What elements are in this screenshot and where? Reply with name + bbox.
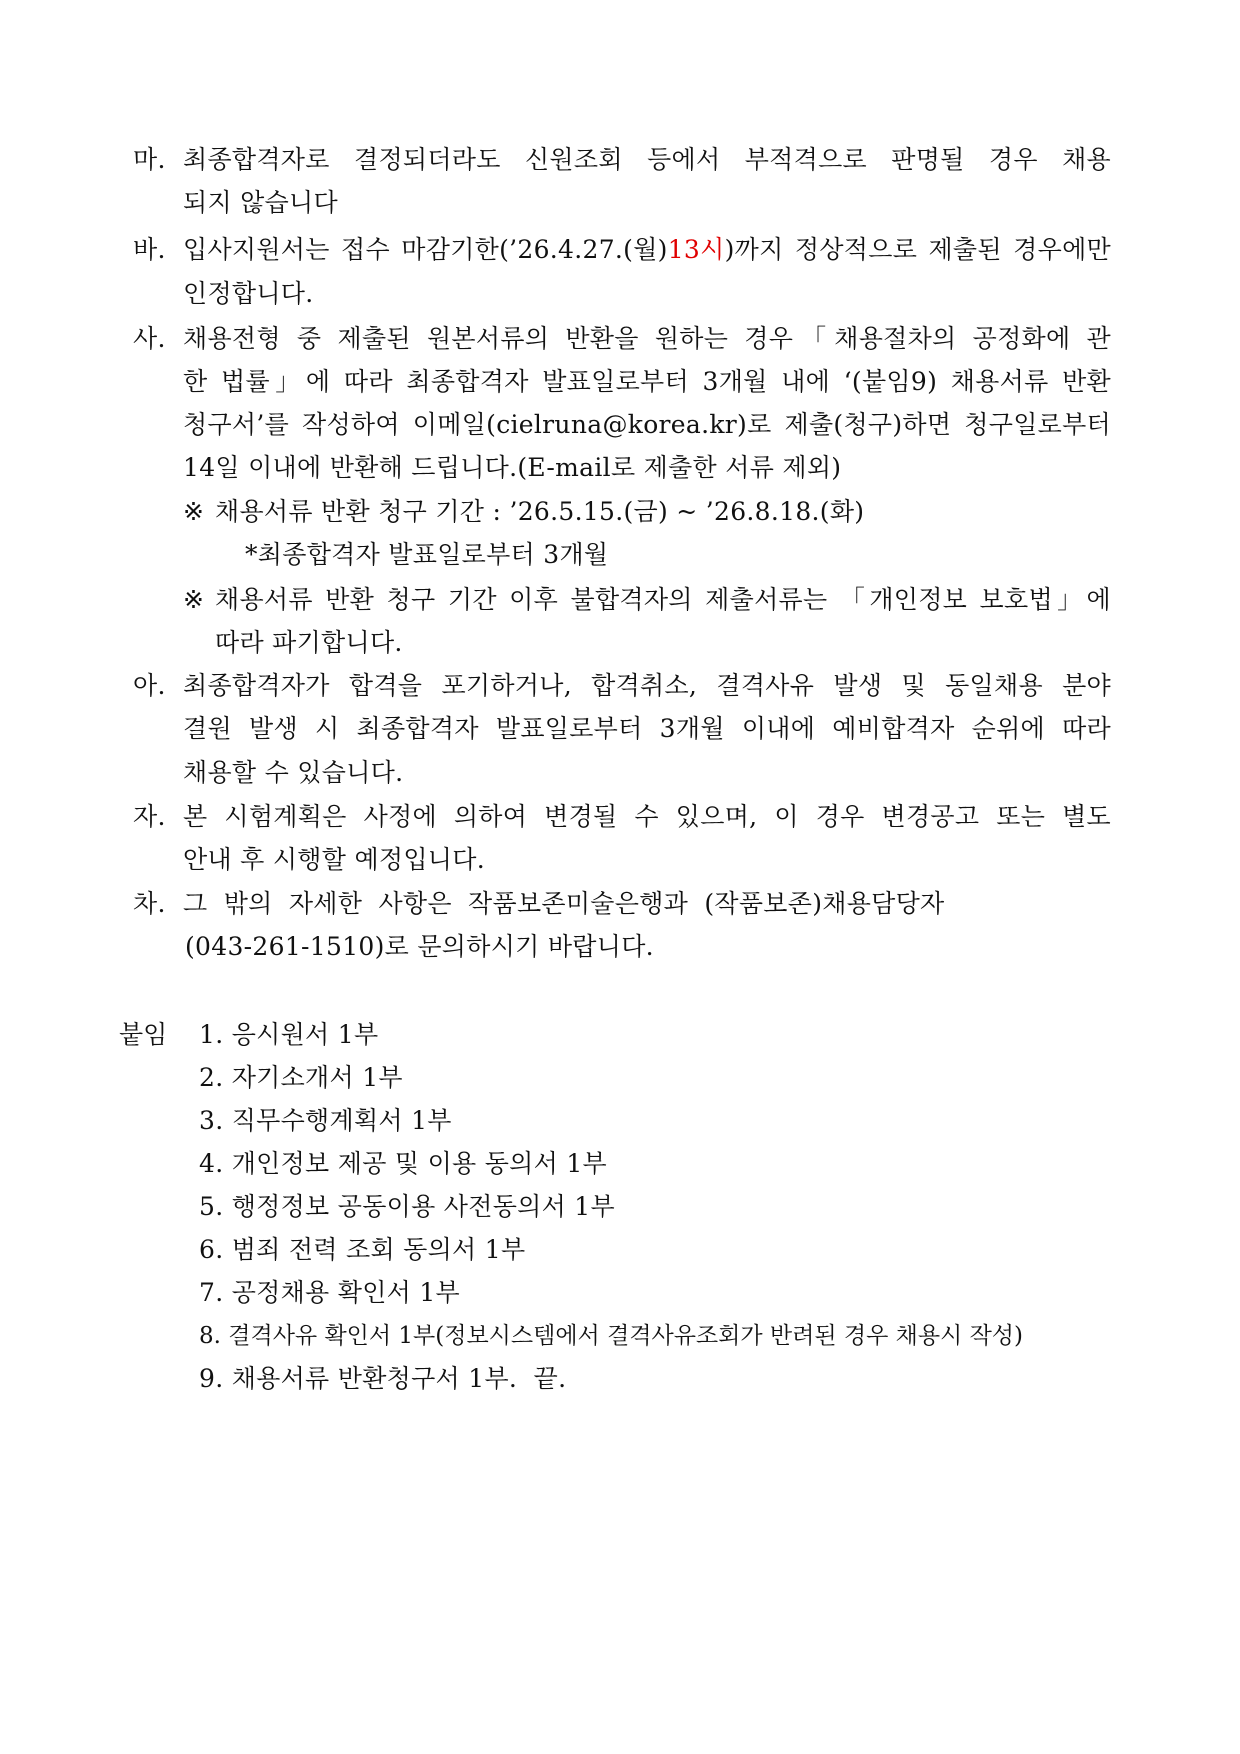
- attachment-item: 5. 행정정보 공동이용 사전동의서 1부: [199, 1192, 615, 1221]
- attachment-item: 2. 자기소개서 1부: [199, 1063, 403, 1092]
- item-sa-line-3: 청구서’를 작성하여 이메일(cielruna@korea.kr)로 제출(청구)하면 청구일로부터: [183, 410, 1111, 439]
- deadline-text-tail: )까지 정상적으로 제출된 경우에만: [724, 235, 1111, 264]
- attachment-item: 3. 직무수행계획서 1부: [199, 1106, 452, 1135]
- attachment-item: 7. 공정채용 확인서 1부: [199, 1278, 460, 1307]
- item-marker-ba: 바.: [133, 235, 166, 264]
- attachment-item: 6. 범죄 전력 조회 동의서 1부: [199, 1235, 526, 1264]
- attachment-item: 8. 결격사유 확인서 1부(정보시스템에서 결격사유조회가 반려된 경우 채용시 작성): [199, 1323, 1023, 1349]
- item-sa-line-1: 채용전형 중 제출된 원본서류의 반환을 원하는 경우「채용절차의 공정화에 관: [183, 324, 1111, 353]
- item-sa-line-2: 한 법률」에 따라 최종합격자 발표일로부터 3개월 내에 ‘(붙임9) 채용서류 반환: [183, 367, 1111, 396]
- note-disposal-line-2: 따라 파기합니다.: [215, 628, 403, 657]
- note-symbol: ※: [183, 497, 205, 526]
- item-a-line-2: 결원 발생 시 최종합격자 발표일로부터 3개월 이내에 예비합격자 순위에 따라: [183, 714, 1111, 743]
- item-marker-sa: 사.: [133, 324, 166, 353]
- deadline-hour-highlight: 13시: [667, 235, 725, 264]
- note-return-period-sub: *최종합격자 발표일로부터 3개월: [245, 540, 609, 569]
- item-marker-ja: 자.: [133, 802, 166, 831]
- item-marker-cha: 차.: [133, 889, 166, 918]
- attachment-item: 9. 채용서류 반환청구서 1부. 끝.: [199, 1364, 567, 1393]
- item-marker-ma: 마.: [133, 145, 166, 174]
- item-ma-line-1: 최종합격자로 결정되더라도 신원조회 등에서 부적격으로 판명될 경우 채용: [183, 145, 1111, 174]
- attachment-item: 1. 응시원서 1부: [199, 1020, 379, 1049]
- item-cha-line-1: 그 밖의 자세한 사항은 작품보존미술은행과 (작품보존)채용담당자: [183, 889, 945, 918]
- deadline-text: 입사지원서는 접수 마감기한(’26.4.27.(월): [183, 235, 668, 264]
- item-marker-a: 아.: [133, 671, 166, 700]
- note-symbol: ※: [183, 585, 205, 614]
- note-disposal-line-1: 채용서류 반환 청구 기간 이후 불합격자의 제출서류는 「개인정보 보호법」에: [215, 585, 1111, 614]
- item-cha-line-2: (043-261-1510)로 문의하시기 바랍니다.: [185, 932, 654, 961]
- item-ja-line-1: 본 시험계획은 사정에 의하여 변경될 수 있으며, 이 경우 변경공고 또는 별도: [183, 802, 1111, 831]
- item-a-line-1: 최종합격자가 합격을 포기하거나, 합격취소, 결격사유 발생 및 동일채용 분야: [183, 671, 1111, 700]
- item-sa-line-4: 14일 이내에 반환해 드립니다.(E-mail로 제출한 서류 제외): [183, 453, 842, 482]
- item-ba-line-1: [183, 233, 1111, 267]
- item-ja-line-2: 안내 후 시행할 예정입니다.: [183, 845, 485, 874]
- note-return-period: 채용서류 반환 청구 기간 : ’26.5.15.(금) ~ ’26.8.18.(화): [215, 497, 865, 526]
- item-a-line-3: 채용할 수 있습니다.: [183, 758, 404, 787]
- attachments-label: 붙임: [119, 1020, 168, 1049]
- attachment-item: 4. 개인정보 제공 및 이용 동의서 1부: [199, 1149, 607, 1178]
- item-ba-line-2: 인정합니다.: [183, 279, 314, 308]
- item-ma-line-2: 되지 않습니다: [183, 188, 338, 217]
